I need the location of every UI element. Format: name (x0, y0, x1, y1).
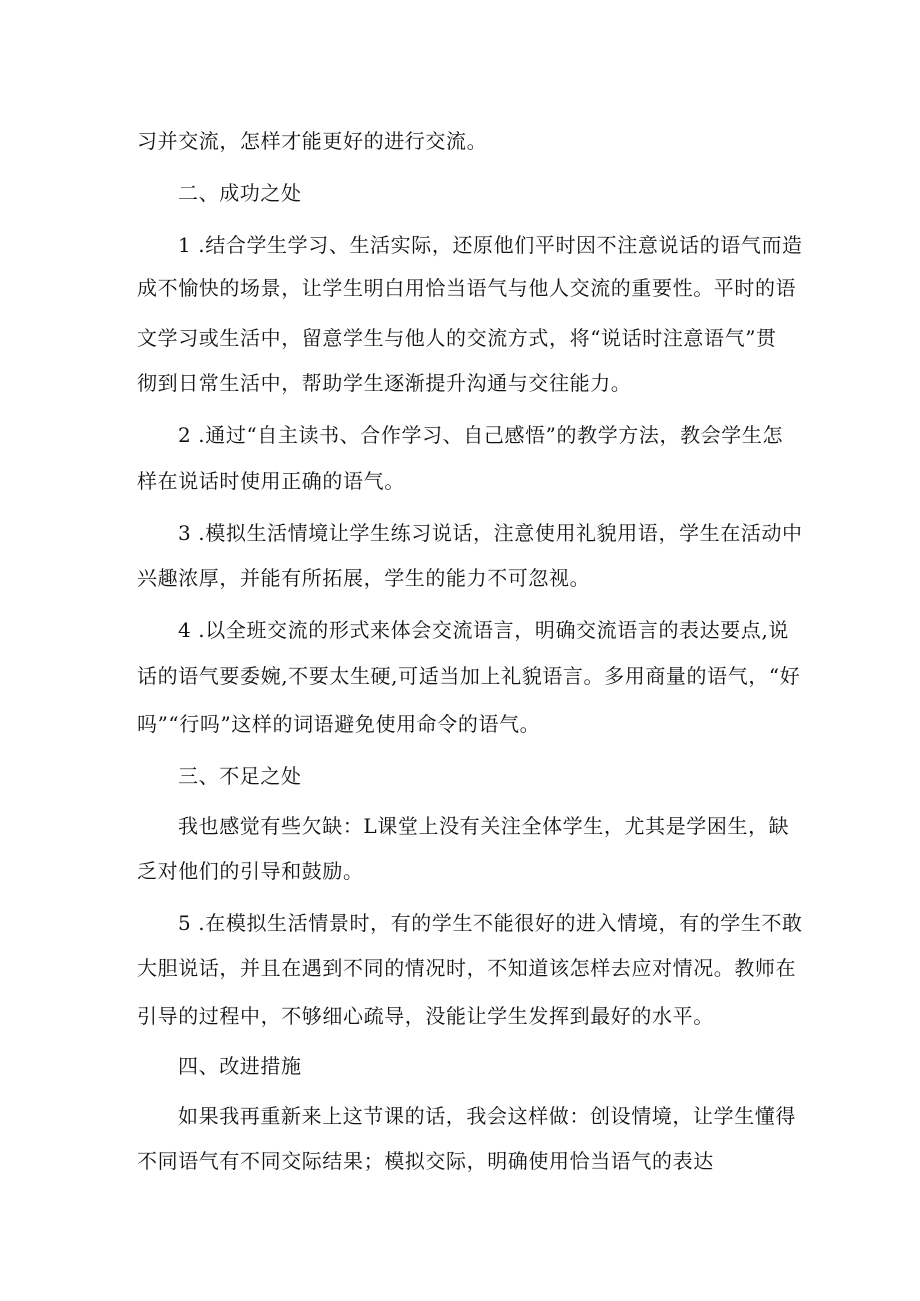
item-1-line-2: 成不愉快的场景，让学生明白用恰当语气与他人交流的重要性。平时的语 (137, 276, 797, 300)
item-5-line-1: 5 .在模拟生活情景时，有的学生不能很好的进入情境，有的学生不敢 (178, 911, 803, 935)
item-3-line-2: 兴趣浓厚，并能有所拓展，学生的能力不可忽视。 (137, 566, 591, 590)
section-heading-improvements: 四、改进措施 (178, 1054, 302, 1078)
item-4-line-2: 话的语气要委婉,不要太生硬,可适当加上礼貌语言。多用商量的语气，“好 (137, 664, 801, 688)
paragraph-continuation-line: 习并交流，怎样才能更好的进行交流。 (137, 129, 488, 153)
item-5-line-3: 引导的过程中，不够细心疏导，没能让学生发挥到最好的水平。 (137, 1004, 714, 1028)
item-1-line-4: 彻到日常生活中，帮助学生逐渐提升沟通与交往能力。 (137, 371, 632, 395)
item-2-line-1: 2 .通过“自主读书、合作学习、自己感悟”的教学方法，教会学生怎 (178, 423, 784, 447)
improvements-line-2: 不同语气有不同交际结果；模拟交际，明确使用恰当语气的表达 (137, 1149, 714, 1173)
section-heading-shortcomings: 三、不足之处 (178, 764, 302, 788)
item-1-line-3: 文学习或生活中，留意学生与他人的交流方式，将“说话时注意语气”贯 (137, 326, 777, 350)
item-2-line-2: 样在说话时使用正确的语气。 (137, 469, 405, 493)
item-5-line-2: 大胆说话，并且在遇到不同的情况时，不知道该怎样去应对情况。教师在 (137, 956, 797, 980)
shortcomings-line-2: 乏对他们的引导和鼓励。 (137, 859, 364, 883)
item-1-line-1: 1 .结合学生学习、生活实际，还原他们平时因不注意说话的语气而造 (178, 233, 803, 257)
item-4-line-1: 4 .以全班交流的形式来体会交流语言，明确交流语言的表达要点,说 (178, 618, 789, 642)
item-4-line-3: 吗”“行吗”这样的词语避免使用命令的语气。 (137, 712, 541, 736)
improvements-line-1: 如果我再重新来上这节课的话，我会这样做：创设情境，让学生懂得 (178, 1104, 796, 1128)
shortcomings-line-1: 我也感觉有些欠缺：L课堂上没有关注全体学生，尤其是学困生，缺 (178, 814, 790, 838)
item-3-line-1: 3 .模拟生活情境让学生练习说话，注意使用礼貌用语，学生在活动中 (178, 521, 803, 545)
section-heading-successes: 二、成功之处 (178, 181, 302, 205)
